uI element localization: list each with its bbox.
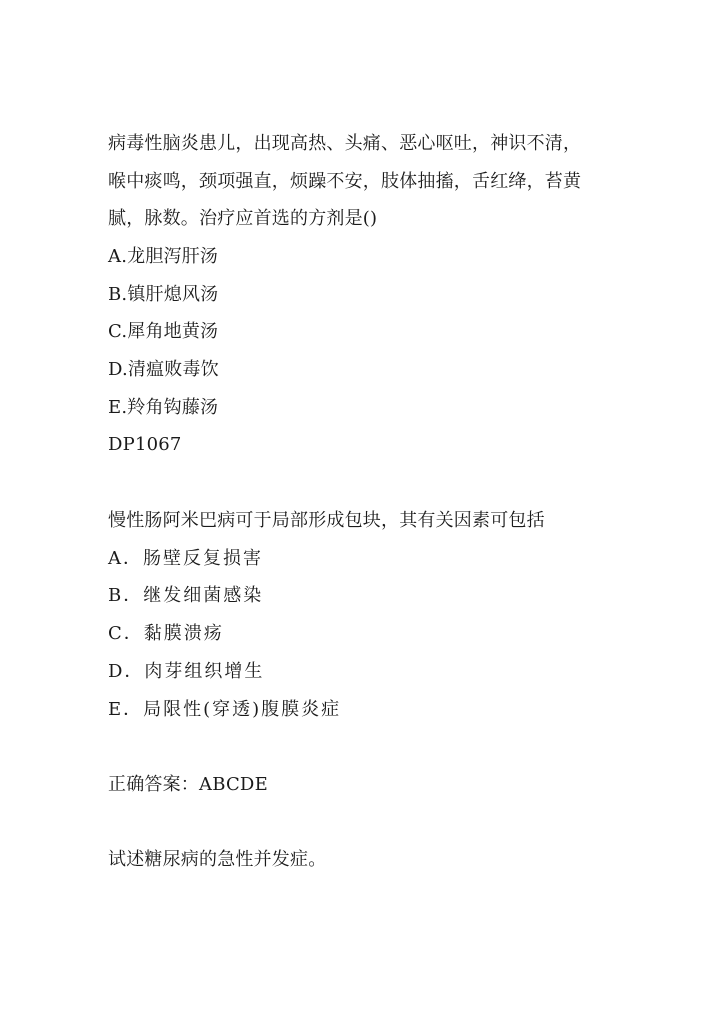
q1-option-c: C.犀角地黄汤 [108, 321, 219, 342]
q2-option-c: C．黏膜溃疡 [108, 623, 224, 644]
q2-option-b: B．继发细菌感染 [108, 585, 264, 606]
q1-option-a: A.龙胆泻肝汤 [108, 246, 219, 267]
q1-option-d: D.清瘟败毒饮 [108, 359, 219, 380]
q3-stem: 试述糖尿病的急性并发症。 [108, 849, 327, 870]
q2-option-d: D．肉芽组织增生 [108, 661, 265, 682]
q1-option-e: E.羚角钩藤汤 [108, 397, 219, 418]
q2-option-e: E．局限性(穿透)腹膜炎症 [108, 699, 342, 720]
q1-stem-line-2: 喉中痰鸣，颈项强直，烦躁不安，肢体抽搐，舌红绛，苔黄 [108, 171, 582, 192]
q2-stem: 慢性肠阿米巴病可于局部形成包块，其有关因素可包括 [108, 510, 545, 531]
q2-option-a: A．肠壁反复损害 [108, 548, 263, 569]
q2-answer: 正确答案：ABCDE [108, 774, 268, 795]
q1-stem-line-3: 腻，脉数。治疗应首选的方剂是() [108, 208, 378, 229]
q1-code: DP1067 [108, 434, 182, 455]
q1-stem-line-1: 病毒性脑炎患儿，出现高热、头痛、恶心呕吐，神识不清， [108, 133, 582, 154]
q1-option-b: B.镇肝熄风汤 [108, 284, 219, 305]
